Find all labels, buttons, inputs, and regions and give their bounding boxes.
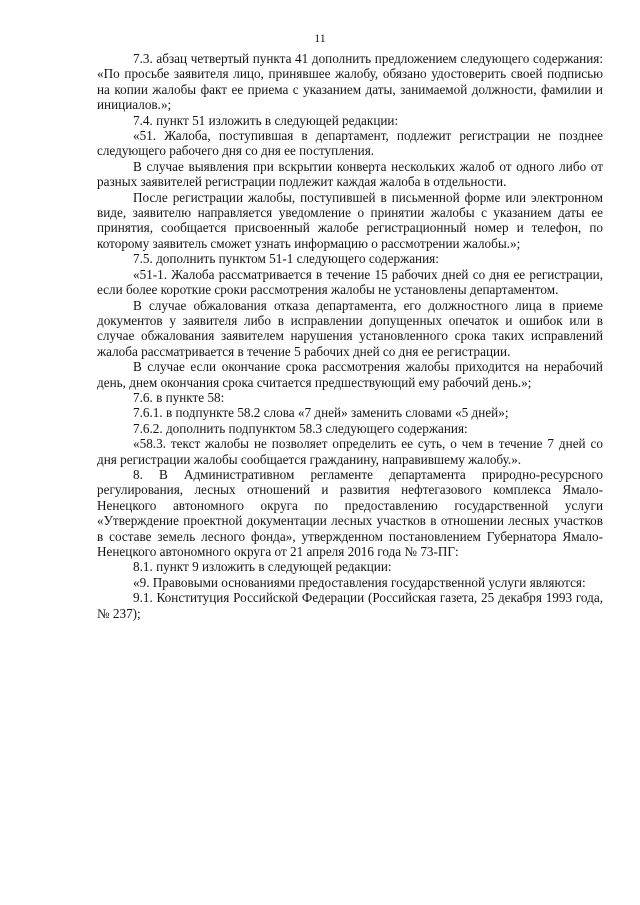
paragraph-51-1: «51-1. Жалоба рассматривается в течение 15 рабочих дней со дня ее регистрации, если более короткие сроки рассмотрения жалобы не установлены департаментом. — [97, 266, 603, 298]
paragraph-9-1: 9.1. Конституция Российской Федерации (Российская газета, 25 декабря 1993 года, № 237); — [97, 590, 603, 621]
paragraph-7-5: 7.5. дополнить пунктом 51-1 следующего содержания: — [133, 251, 439, 267]
paragraph-9: «9. Правовыми основаниями предоставления государственной услуги являются: — [133, 574, 586, 590]
paragraph-51-envelope: В случае выявления при вскрытии конверта нескольких жалоб от одного либо от разных заявителей регистрации подлежит каждая жалоба в отдельности. — [97, 158, 603, 190]
paragraph-7-6-2: 7.6.2. дополнить подпунктом 58.3 следующего содержания: — [133, 420, 468, 436]
paragraph-7-6-1: 7.6.1. в подпункте 58.2 слова «7 дней» заменить словами «5 дней»; — [133, 405, 509, 421]
paragraph-51-notification: После регистрации жалобы, поступившей в письменной форме или электронном виде, заявителю направляется уведомление о принятии жалобы с указанием даты ее принятия, сообщается присвоенный жалобе регистрационный номер и телефон, по которому заявитель сможет узнать информацию о рассмотрении жалобы.»; — [97, 189, 603, 251]
paragraph-51-1-appeal: В случае обжалования отказа департамента, его должностного лица в приеме документов у заявителя либо в исправлении допущенных опечаток и ошибок или в случае обжалования заявителем нарушения установленного срока таких исправлений жалоба рассматривается в течение 5 рабочих дней со дня ее регистрации. — [97, 297, 603, 359]
paragraph-8-1: 8.1. пункт 9 изложить в следующей редакции: — [133, 559, 392, 575]
paragraph-8: 8. В Административном регламенте департамента природно-ресурсного регулирования, лесных отношений и развития нефтегазового комплекса Ямало-Ненецкого автономного округа по предоставлению государственной услуги «Утверждение проектной документации лесных участков в отношении лесных участков в составе земель лесного фонда», утвержденном постановлением Губернатора Ямало-Ненецкого автономного округа от 21 апреля 2016 года № 73-ПГ: — [97, 466, 603, 559]
paragraph-7-3: 7.3. абзац четвертый пункта 41 дополнить предложением следующего содержания: «По просьбе заявителя лицо, принявшее жалобу, обязано удостоверить своей подписью на копии жалобы факт ее приема с указанием даты, занимаемой должности, фамилии и инициалов.»; — [97, 51, 603, 113]
document-body — [97, 51, 603, 621]
paragraph-51: «51. Жалоба, поступившая в департамент, подлежит регистрации не позднее следующего рабочего дня со дня ее поступления. — [97, 128, 603, 159]
paragraph-7-6: 7.6. в пункте 58: — [133, 389, 225, 405]
paragraph-7-4: 7.4. пункт 51 изложить в следующей редакции: — [133, 112, 399, 128]
page-number: 11 — [314, 31, 326, 45]
paragraph-58-3: «58.3. текст жалобы не позволяет определить ее суть, о чем в течение 7 дней со дня регистрации жалобы сообщается гражданину, направившему жалобу.». — [97, 436, 603, 467]
paragraph-51-1-holiday: В случае если окончание срока рассмотрения жалобы приходится на нерабочий день, днем окончания срока считается предшествующий ему рабочий день.»; — [97, 359, 603, 390]
